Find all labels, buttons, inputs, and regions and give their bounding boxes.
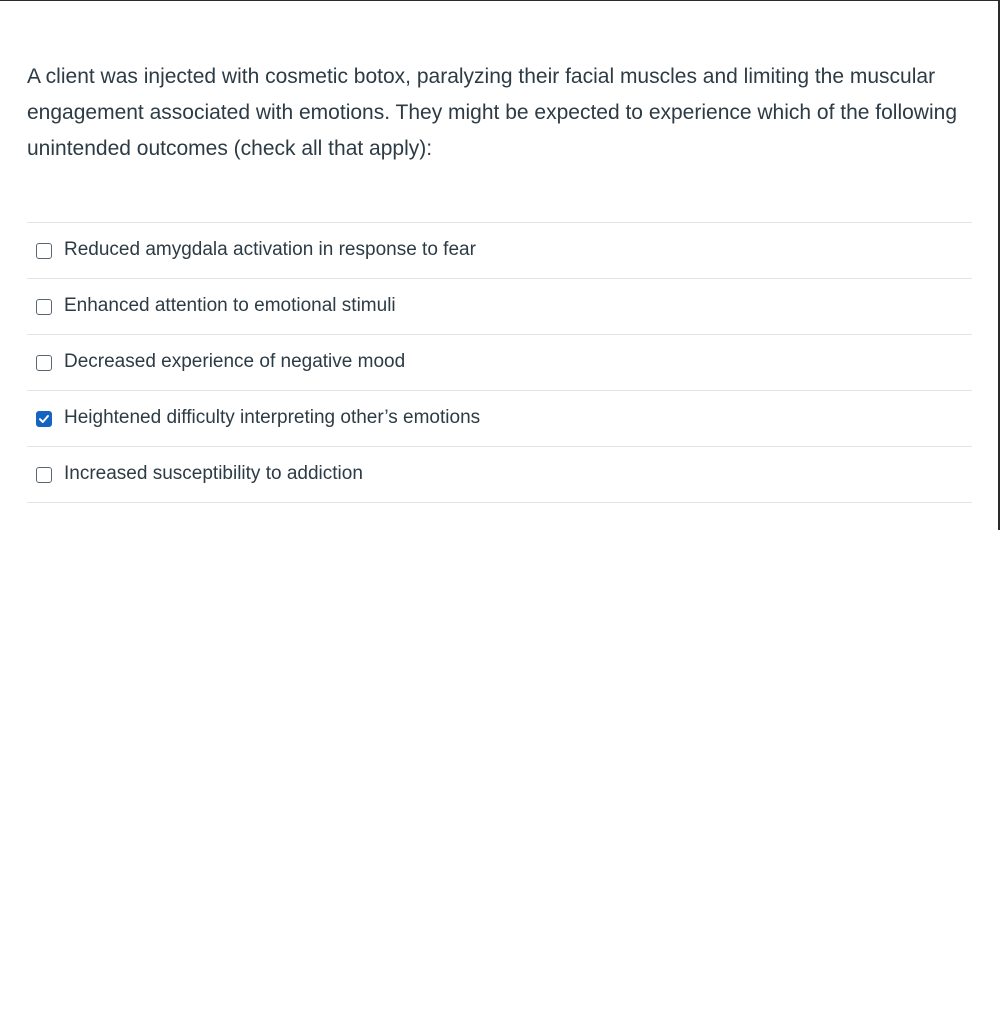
answer-label: Enhanced attention to emotional stimuli xyxy=(64,295,396,316)
answer-option-4[interactable] xyxy=(27,391,972,447)
checkbox-icon[interactable] xyxy=(36,355,52,371)
checkbox-icon[interactable] xyxy=(36,467,52,483)
answer-label: Heightened difficulty interpreting other’s emotions xyxy=(64,407,481,428)
answer-label: Reduced amygdala activation in response to fear xyxy=(64,239,476,260)
answer-list xyxy=(27,222,972,503)
answer-label: Decreased experience of negative mood xyxy=(64,351,406,372)
checkbox-icon[interactable] xyxy=(36,299,52,315)
answer-label: Increased susceptibility to addiction xyxy=(64,463,363,484)
answer-option-2[interactable] xyxy=(27,279,972,335)
checkbox-icon[interactable] xyxy=(36,411,52,427)
question-text: A client was injected with cosmetic botox, paralyzing their facial muscles and limiting the muscular engagement associated with emotions. They might be expected to experience which of the following unintended outcomes (check all that apply): xyxy=(27,65,957,160)
checkbox-icon[interactable] xyxy=(36,243,52,259)
answer-option-1[interactable] xyxy=(27,223,972,279)
answer-option-5[interactable] xyxy=(27,447,972,503)
answer-option-3[interactable] xyxy=(27,335,972,391)
